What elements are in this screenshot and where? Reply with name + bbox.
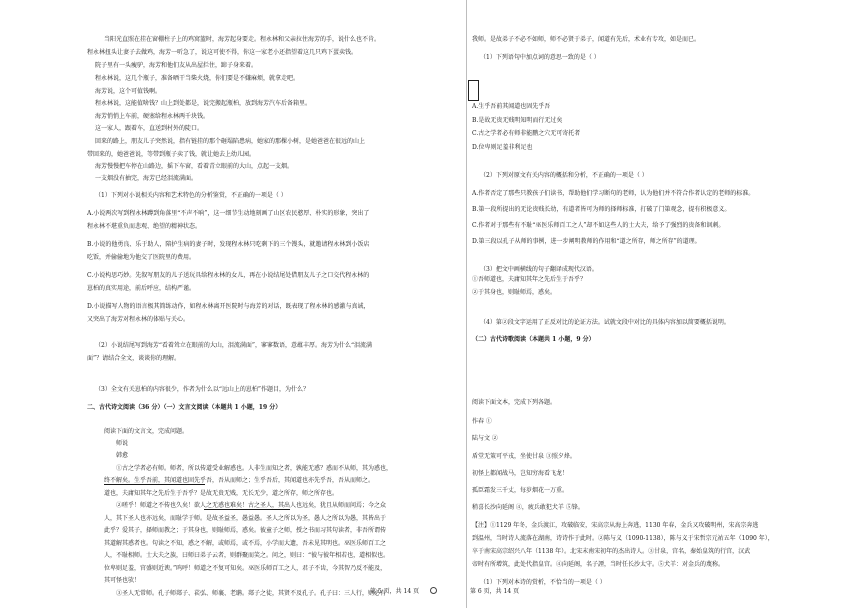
left-line: 院子里有一头瘦驴，海芳和他们友从出屋拦住，蹄子身来着。 (95, 62, 258, 69)
left-line: ②嗟乎！师道之不传也久矣！欲人之无惑也难矣！古之圣人，其出人也远矣，犹且从师而问焉；今之众 (116, 502, 387, 509)
left-line: 这一家人，跟着车，直送到村外的陡口。 (95, 125, 204, 132)
right-line: B.第一段所提出的无论贵贱长幼，有道者皆可为师的择师标准，打破了门第观念，提有积极意义。 (472, 206, 731, 213)
left-line: （1）下列对小说相关内容和艺术特色的分析鉴赏，不正确的一项是（ ） (95, 192, 287, 199)
left-line: A.小说两次写到程永林蹲到角落里“不声不响”，这一细节生动地刻画了山区农民憨厚、朴实的形象，突出了 (87, 210, 370, 217)
left-line: 位卑则足羞，官盛则近谀。”呜呼！师道之不复可知矣。巫医乐师百工之人，君子不齿，今其智乃反不能及， (104, 565, 387, 572)
left-line: 阅读下面的文言文，完成问题。 (104, 428, 189, 435)
left-line: 一支烟没有抽完，海芳已经泪流满面。 (95, 175, 198, 182)
left-line: 海芳说，这个可值钱啊。 (95, 88, 162, 95)
left-page-footer: 第 5 页，共 14 页 (370, 588, 420, 595)
underline-mark (204, 509, 290, 510)
right-line: 稍喜长沙向延阁 ④，疲兵敢犯犬羊 ⑤锋。 (472, 504, 584, 511)
left-line: 道也，夫庸知其年之先后生于吾乎？是故无贵无贱，无长无少，道之所存，师之所存也。 (104, 490, 339, 497)
right-line: 陆与文 ② (472, 435, 498, 442)
right-line: 到温州，当时诗人流落在湖南，诗诗作于此时。②陈与义（1090-1138），陈与义于宋哲宗元祐五年（1090 年）， (472, 535, 774, 542)
left-line: 二、古代诗文阅读（36 分）（一）文言文阅读（本题共 1 小题，19 分） (87, 404, 282, 411)
right-line: 卒于南宋高宗绍兴八年（1138 年）。北宋末南宋初年的杰出诗人。③甘泉，宫名，秦始皇筑的行宫，汉武 (472, 548, 751, 555)
left-line: B.小说的他勇良、乐于助人，陪护生病的妻子时，发现程永林只吃剩下的三个馒头，就邀请程永林到小饭店 (87, 241, 370, 248)
right-line: （3）把文中画横线的句子翻译成现代汉语。 (480, 266, 598, 273)
left-line: ③圣人无常师。孔子师郯子、苌弘、师襄、老聃。郯子之徒，其贤不及孔子。孔子曰：三人行，则必有 (116, 590, 387, 597)
right-line: 【注】①1129 年冬，金兵渡江，攻破临安，宋高宗从海上奔逃，1130 年春，金兵又攻破明州，宋高宗奔逃 (472, 522, 759, 529)
left-line: 师说 (116, 440, 129, 447)
underline-mark (104, 484, 205, 485)
left-line: 此乎？爱其子，择师而教之；于其身也，则耻师焉，惑矣。彼童子之师，授之书而习其句读者，非吾所谓传 (104, 527, 387, 534)
left-line: 其可怪也欤！ (104, 577, 141, 584)
left-line: 崽柏的真实用途，前后呼应，结构严谨。 (87, 285, 196, 292)
right-line: A.作者否定了那些只教孩子们读书，帮助他们学习断句的老师，认为他们并不符合作者认定的老师的标准。 (472, 190, 755, 197)
right-line: A.生乎吾前其闻道也固先乎吾 (472, 103, 551, 110)
right-line: D.位卑则足羞非利足也 (472, 144, 533, 151)
left-line: 韩愈 (116, 452, 129, 459)
right-line: 盾堂无策可平戎，坐使甘泉 ③照夕烽。 (472, 453, 576, 460)
left-line: 海芳慢慢把车停在山路边，摇下车窗，看着青立眼前的大山，点起一支烟。 (95, 163, 294, 170)
left-line: 吃饭，并偷偷地为他交了医院里的费用。 (87, 254, 196, 261)
right-line: 孤臣霜发三千丈，每岁烟花一万重。 (472, 487, 569, 494)
page-center-mark (430, 587, 437, 594)
right-line: 初怪上都闻战马，岂知穷海看飞龙！ (472, 470, 569, 477)
right-line: 帝时有所增筑，此处代指皇宫。④向延阁，名子諲，当时任长沙太守。⑤犬羊：对金兵的蔑称。 (472, 561, 725, 568)
left-line: 面”？请结合全文，谈谈你的理解。 (87, 355, 181, 362)
right-line: 我师。是故弟子不必不如师，师不必贤于弟子，闻道有先后，术业有专攻，如是而已。 (472, 36, 701, 43)
left-line: 程永林说，这几个瓶子，准备晒干当柴火烧，你们要是不嫌麻烦，就拿走吧。 (95, 75, 300, 82)
left-line: 人，其下圣人也亦远矣，而耻学于师。是故圣益圣，愚益愚。圣人之所以为圣，愚人之所以为愚，其皆出于 (104, 515, 387, 522)
left-line: 人，不耻相师。士大夫之族，曰师曰弟子云者，则群聚而笑之。问之，则曰：“彼与彼年相若也，道相似也。 (104, 552, 390, 559)
left-line: C.小说构思巧妙。先叙写朋友的儿子送玩具给程永林的女儿，再在小说结尾处借朋友儿子之口交代程永林的 (87, 272, 370, 279)
left-line: 程永林不堪重负而悲观、绝望的精神状态。 (87, 223, 202, 230)
left-line: 程永林说，这能值啥钱？山上到处都是，说完搬起瓶柏，放到海芳汽车后备箱里。 (95, 100, 312, 107)
right-line: （4）第②段文字运用了正反对比的论证方法。试就文段中对比的具体内容加以简要概括说明。 (480, 319, 730, 326)
right-line: D.第三段以孔子从师的事例，进一步阐明教师的作用和“道之所存，师之所存”的道理。 (472, 238, 701, 245)
right-line: C.古之学者必有师非能鹏之穴无可寄托者 (472, 130, 581, 137)
left-line: 终不解矣。生乎吾前，其闻道也固先乎吾，吾从而师之；生乎吾后，其闻道也亦先乎吾，吾从而师之。 (104, 477, 375, 484)
left-line: ①古之学者必有师。师者，所以传道受业解惑也。人非生而知之者，孰能无惑？惑而不从师，其为惑也， (116, 465, 393, 472)
left-line: 又突出了海芳对程永林的体贴与关心。 (87, 316, 190, 323)
right-line: （2）下列对原文有关内容的概括和分析，不正确的一项是（ ） (480, 172, 648, 179)
left-line: 海芳悄悄上车前，硬塞给程永林两千块钱。 (95, 113, 210, 120)
left-line: （3）全文有关崽柏的内容很少，作者为什么以“远山上的崽柏”作题目，为什么？ (95, 386, 309, 393)
left-line: 带回来的，她爸爸说，等带到瓶子卖了钱，就让她去上幼儿园。 (87, 151, 256, 158)
right-line: （1）下列语句中加点词的意思一致的是（ ） (480, 54, 600, 61)
right-line: 阅读下面文本，完成下列各题。 (472, 399, 557, 406)
left-line: D.小说描写人物的语言极其简练动作，如程永林离开医院时与海芳的对话，既表现了程永林的感激与真诚， (87, 303, 370, 310)
right-line: ①吾师道也，夫庸知其年之先后生于吾乎？ (472, 276, 587, 283)
right-line: C.作者对于那些有不耻“巫医乐师百工之人”却不如这些人的士大夫，给予了强烈的贵备和讽刺。 (472, 222, 725, 229)
right-line: B.是故无贵无贱明知明而行无过矣 (472, 117, 563, 124)
right-line: 作春 ① (472, 418, 492, 425)
right-page-footer: 第 6 页，共 14 页 (470, 588, 520, 595)
right-line: （二）古代诗歌阅读（本题共 1 小题，9 分） (472, 336, 595, 343)
left-line: 当阳光直照在挂在窗棚柱子上的鸡窝篮时，海芳起身要走。程永林和父亲拉住海芳的手，说什么也不肯。 (104, 36, 381, 43)
right-line: （1）下列对本诗的赏析，不恰当的一项是（ ） (480, 579, 606, 586)
right-page (466, 0, 860, 608)
left-line: 其道解其惑者也。句读之不知，惑之不解，或师焉，或不焉，小学而大遗，吾未见其明也。巫医乐师百工之 (104, 540, 387, 547)
left-line: 回来的路上，朋友儿子突然说，指有链挂的那个砸塌陷患病，她家的那棵小树，是她爸爸在很远的山上 (95, 138, 366, 145)
left-line: （2）小说结尾写到海芳“看着耸立在眼前的大山，泪流满面”，寥寥数语，意蕴丰厚。海芳为什么“泪流满 (95, 342, 373, 349)
right-line: ②于其身也，则耻师焉，惑矣。 (472, 289, 557, 296)
left-line: 程永林扭头让妻子去做鸡，海芳一听急了，说这可使不得，你这一家老小还指望着这几只鸡下蛋卖钱。 (87, 49, 358, 56)
answer-box[interactable] (468, 80, 479, 101)
